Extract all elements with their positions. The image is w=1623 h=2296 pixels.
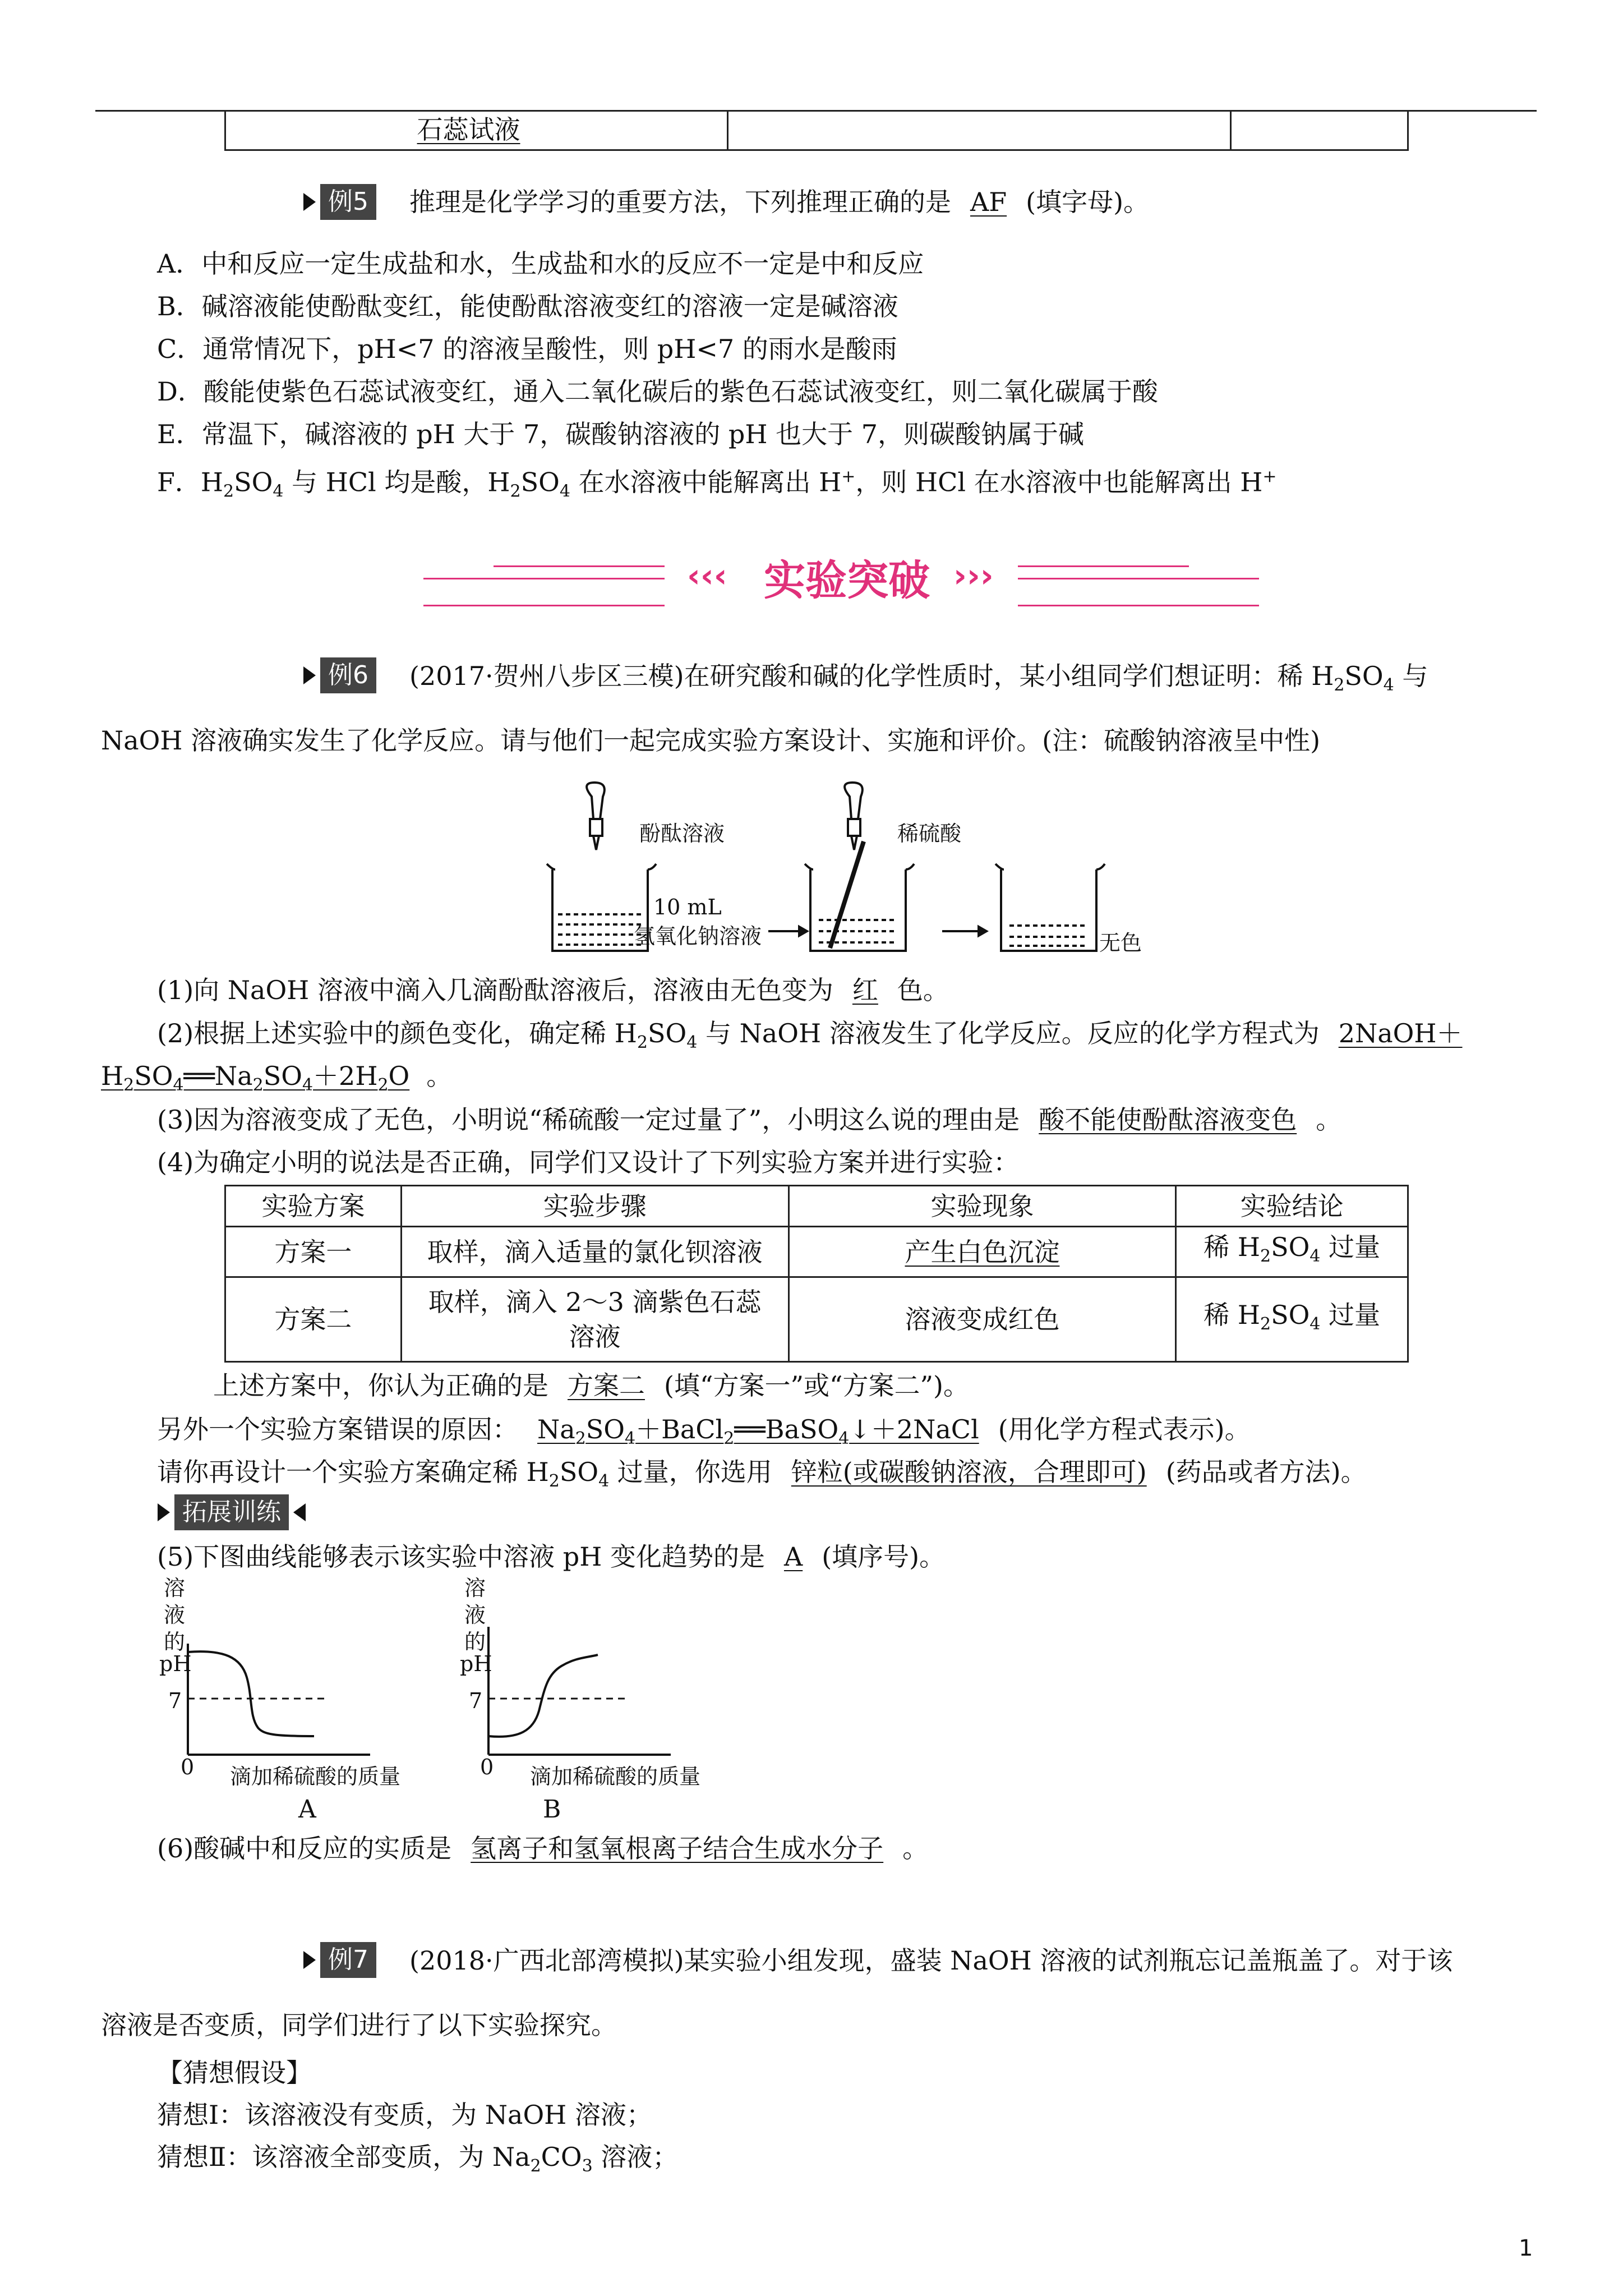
table-header: 实验现象 [789, 1186, 1176, 1227]
answer-blank: $Na_2SO_4+BaCl_2══BaSO_4↓+2NaCl$ [537, 1414, 979, 1449]
graph-ylabel: 液 [464, 1603, 486, 1627]
triangle-left-icon [293, 1503, 306, 1521]
triangle-icon [303, 193, 316, 211]
graph-ylabel: 溶 [164, 1576, 186, 1600]
answer-blank: 2NaOH＋ [1338, 1018, 1463, 1048]
dropper-icon [845, 783, 863, 819]
example-tag: 例6 [300, 656, 376, 692]
table-cell: 稀 $H_2SO_4$ 过量 [1176, 1277, 1408, 1362]
question-text: (2)根据上述实验中的颜色变化，确定稀 $H_2SO_4$ 与 NaOH 溶液发生了化学反应。反应的化学方程式为 2NaOH＋ [157, 1018, 1463, 1053]
graph-ylabel: 的 [464, 1630, 486, 1654]
graph-xlabel: 滴加稀硫酸的质量 [530, 1764, 701, 1789]
graph-ylabel: 溶 [464, 1576, 486, 1600]
table-cell: 取样，滴入 2～3 滴紫色石蕊 溶液 [401, 1277, 789, 1362]
banner-chevrons-right: ››› [953, 556, 994, 595]
question-text: 推理是化学学习的重要方法，下列推理正确的是 AF (填字母)。 [409, 187, 1150, 217]
question-text: (2017·贺州八步区三模)在研究酸和碱的化学性质时，某小组同学们想证明：稀 $H_2SO_4$ 与 [409, 661, 1428, 696]
question-text: (2018·广西北部湾模拟)某实验小组发现，盛装 NaOH 溶液的试剂瓶忘记盖瓶盖了。对于该 [409, 1945, 1453, 1976]
triangle-icon [158, 1503, 170, 1521]
graph-y7: 7 [469, 1688, 483, 1713]
answer-blank: 酸不能使酚酞溶液变色 [1039, 1105, 1297, 1135]
option-b: B．碱溶液能使酚酞变红，能使酚酞溶液变红的溶液一定是碱溶液 [157, 291, 898, 321]
table-cell [789, 1227, 1176, 1277]
top-table-fragment [224, 110, 1409, 151]
table-header: 实验步骤 [401, 1186, 789, 1227]
question-text: (4)为确定小明的说法是否正确，同学们又设计了下列实验方案并进行实验： [157, 1147, 1020, 1177]
question-text: NaOH 溶液确实发生了化学反应。请与他们一起完成实验方案设计、实施和评价。(注：硫酸钠溶液呈中性) [101, 725, 1321, 756]
figure-label: 10 mL [653, 895, 722, 919]
table-header: 实验方案 [225, 1186, 402, 1227]
hypothesis-1: 猜想Ⅰ：该溶液没有变质，为 NaOH 溶液； [157, 2100, 652, 2130]
figure-label: 酚酞溶液 [639, 821, 725, 846]
question-text: $H_2SO_4══Na_2SO_4+2H_2O$ 。 [101, 1061, 453, 1096]
answer-blank: 产生白色沉淀 [905, 1236, 1060, 1267]
top-table-cell [728, 110, 1231, 150]
page-number: 1 [1519, 2235, 1533, 2261]
question-text: 上述方案中，你认为正确的是 方案二 (填“方案一”或“方案二”)。 [213, 1370, 969, 1401]
figure-label: 氢氧化钠溶液 [634, 924, 762, 949]
table-cell: 方案二 [225, 1277, 402, 1362]
table-cell: 溶液变成红色 [789, 1277, 1176, 1362]
table-cell: 稀 $H_2SO_4$ 过量 [1176, 1227, 1408, 1277]
table-cell: 取样，滴入适量的氯化钡溶液 [401, 1227, 789, 1277]
graph-caption: A [298, 1795, 316, 1824]
answer-blank: 方案二 [568, 1370, 645, 1401]
top-table-cell [1231, 110, 1408, 150]
graph-origin: 0 [181, 1755, 195, 1779]
section-heading: 【猜想假设】 [157, 2058, 312, 2088]
question-text: (1)向 NaOH 溶液中滴入几滴酚酞溶液后，溶液由无色变为 红 色。 [157, 975, 949, 1005]
top-table-cell: 石蕊试液 [225, 110, 728, 150]
hypothesis-2: 猜想Ⅱ：该溶液全部变质，为 $Na_2CO_3$ 溶液； [157, 2142, 679, 2177]
question-text: (5)下图曲线能够表示该实验中溶液 pH 变化趋势的是 A (填序号)。 [157, 1542, 946, 1572]
graph-ylabel: pH [159, 1651, 192, 1676]
table-header: 实验结论 [1176, 1186, 1408, 1227]
answer-blank: 锌粒(或碳酸钠溶液，合理即可) [791, 1457, 1147, 1487]
dropper-icon [587, 783, 605, 819]
graph-origin: 0 [480, 1755, 494, 1779]
example-tag: 例5 [300, 183, 376, 219]
question-text: 另外一个实验方案错误的原因： $Na_2SO_4+BaCl_2══BaSO_4↓+2NaCl$ (用化学方程式表示)。 [157, 1414, 1251, 1449]
question-text: 溶液是否变质，同学们进行了以下实验探究。 [101, 2010, 617, 2040]
question-text: (6)酸碱中和反应的实质是 氢离子和氢氧根离子结合生成水分子 。 [157, 1833, 929, 1864]
option-e: E．常温下，碱溶液的 pH 大于 7，碳酸钠溶液的 pH 也大于 7，则碳酸钠属于碱 [157, 419, 1084, 449]
question-text: (3)因为溶液变成了无色，小明说“稀硫酸一定过量了”，小明这么说的理由是 酸不能使酚酞溶液变色 。 [157, 1105, 1342, 1135]
beaker-icon [1001, 869, 1096, 951]
graph-xlabel: 滴加稀硫酸的质量 [230, 1764, 401, 1789]
table-row [225, 1227, 1408, 1277]
option-c: C．通常情况下，pH<7 的溶液呈酸性，则 pH<7 的雨水是酸雨 [157, 334, 897, 364]
ph-curve-b [486, 1627, 676, 1759]
answer-blank: 氢离子和氢氧根离子结合生成水分子 [471, 1833, 884, 1864]
option-a: A．中和反应一定生成盐和水，生成盐和水的反应不一定是中和反应 [157, 249, 924, 279]
graph-ylabel: 液 [164, 1603, 186, 1627]
experiment-table [224, 1185, 1409, 1363]
figure-label: 稀硫酸 [897, 821, 962, 846]
table-row [225, 1277, 1408, 1362]
answer-blank: 红 [852, 975, 878, 1005]
triangle-icon [303, 666, 316, 684]
option-d: D．酸能使紫色石蕊试液变红，通入二氧化碳后的紫色石蕊试液变红，则二氧化碳属于酸 [157, 376, 1158, 407]
graph-caption: B [543, 1795, 561, 1824]
graph-y7: 7 [168, 1688, 182, 1713]
answer-blank: A [783, 1542, 803, 1572]
table-header-row [225, 1186, 1408, 1227]
question-text: 请你再设计一个实验方案确定稀 $H_2SO_4$ 过量，你选用 锌粒(或碳酸钠溶液，合理即可) (药品或者方法)。 [157, 1457, 1367, 1492]
option-f: F．$H_2SO_4$ 与 HCl 均是酸，$H_2SO_4$ 在水溶液中能解离出 H+，则 HCl 在水溶液中也能解离出 H+ [157, 467, 1277, 501]
answer-blank: AF [970, 187, 1007, 217]
example-tag: 例7 [300, 1941, 376, 1977]
graph-ylabel: 的 [164, 1630, 186, 1654]
graph-ylabel: pH [460, 1651, 492, 1676]
beaker-icon [810, 869, 906, 951]
answer-blank: $H_2SO_4══Na_2SO_4+2H_2O$ [101, 1061, 410, 1096]
extension-tag: 拓展训练 [154, 1493, 306, 1529]
section-title: 实验突破 [764, 556, 930, 605]
triangle-icon [303, 1951, 316, 1969]
banner-chevrons-left: ‹‹‹ [687, 556, 727, 595]
figure-label: 无色 [1099, 931, 1142, 955]
table-cell: 方案一 [225, 1227, 402, 1277]
ph-curve-a [185, 1644, 376, 1759]
